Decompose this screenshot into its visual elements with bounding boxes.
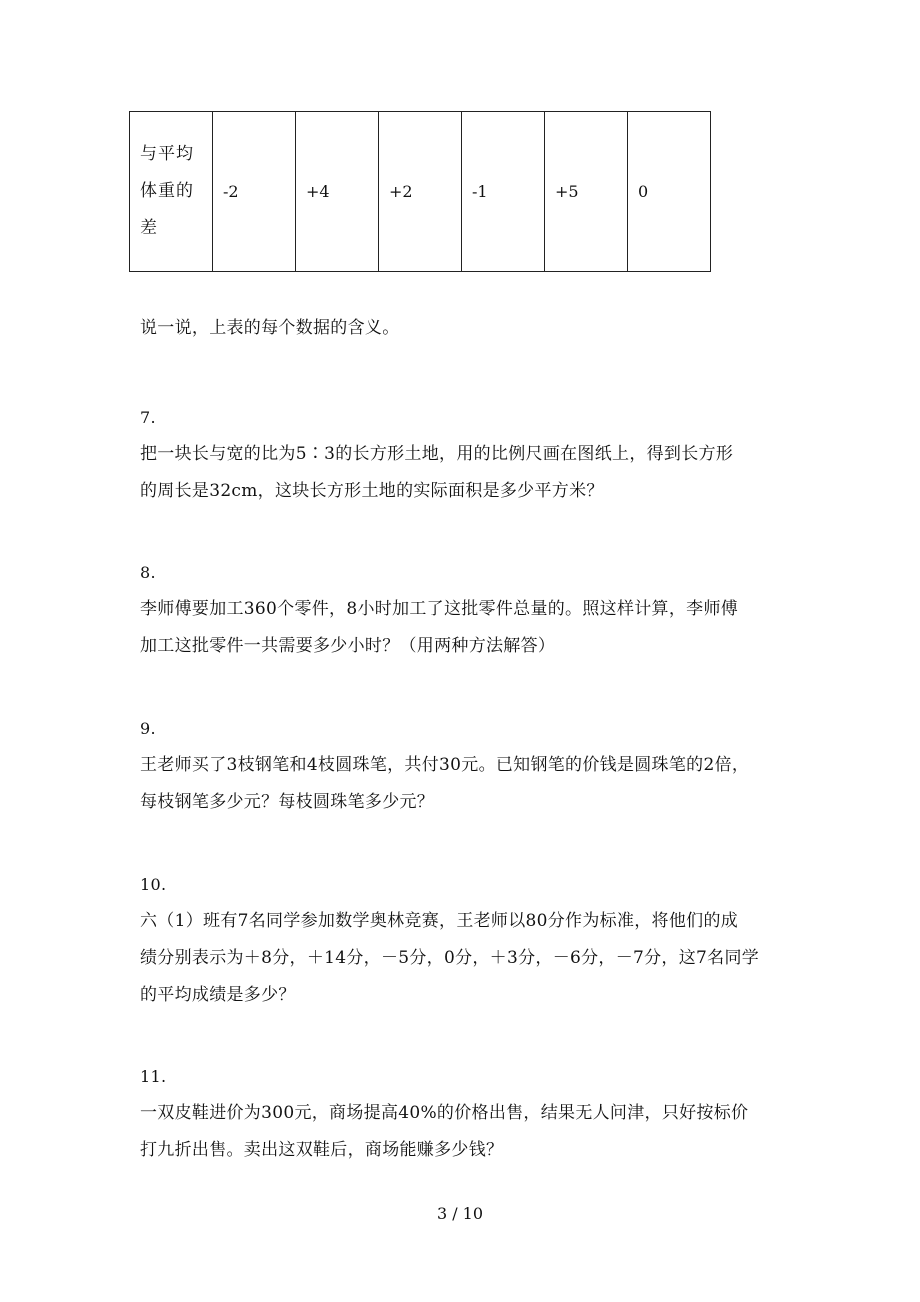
weight-difference-table [129,111,711,272]
question-line: 的平均成绩是多少？ [140,985,296,1005]
value-cell: +2 [379,112,462,272]
question-line: 打九折出售。卖出这双鞋后，商场能赚多少钱？ [140,1140,504,1160]
value-cell: -1 [462,112,545,272]
question-number: 9. [140,719,156,738]
value-cell: 0 [628,112,711,272]
table-row [130,112,711,272]
row-header-cell [130,112,213,272]
question-line: 李师傅要加工360个零件，8小时加工了这批零件总量的。照这样计算，李师傅 [140,599,739,619]
question-line: 绩分别表示为＋8分，＋14分，－5分，0分，＋3分，－6分，－7分，这7名同学 [140,948,760,968]
question-line: 的周长是32cm，这块长方形土地的实际面积是多少平方米？ [140,481,604,501]
question-line: 每枝钢笔多少元？每枝圆珠笔多少元？ [140,792,435,812]
row-header-line: 与平均 [140,144,194,164]
question-number: 11. [140,1067,167,1086]
question-7 [140,399,790,510]
question-line: 王老师买了3枝钢笔和4枝圆珠笔，共付30元。已知钢笔的价钱是圆珠笔的2倍， [140,755,750,775]
question-10 [140,866,790,1014]
question-line: 把一块长与宽的比为5∶3的长方形土地，用的比例尺画在图纸上，得到长方形 [140,444,734,464]
question-8 [140,554,790,665]
question-9 [140,710,790,821]
row-header-line: 体重的 [140,181,194,201]
question-number: 8. [140,563,156,582]
question-number: 7. [140,408,156,427]
prompt-text: 说一说，上表的每个数据的含义。 [140,318,400,338]
value-cell: +5 [545,112,628,272]
page-number: 3 / 10 [436,1204,484,1223]
question-11 [140,1058,790,1169]
question-line: 六（1）班有7名同学参加数学奥林竞赛，王老师以80分作为标准，将他们的成 [140,911,739,931]
question-line: 加工这批零件一共需要多少小时？（用两种方法解答） [140,636,556,656]
value-cell: -2 [213,112,296,272]
table-prompt [140,310,790,347]
question-line: 一双皮鞋进价为300元，商场提高40%的价格出售，结果无人问津，只好按标价 [140,1103,749,1123]
row-header-line: 差 [140,218,158,238]
value-cell: +4 [296,112,379,272]
question-number: 10. [140,875,167,894]
